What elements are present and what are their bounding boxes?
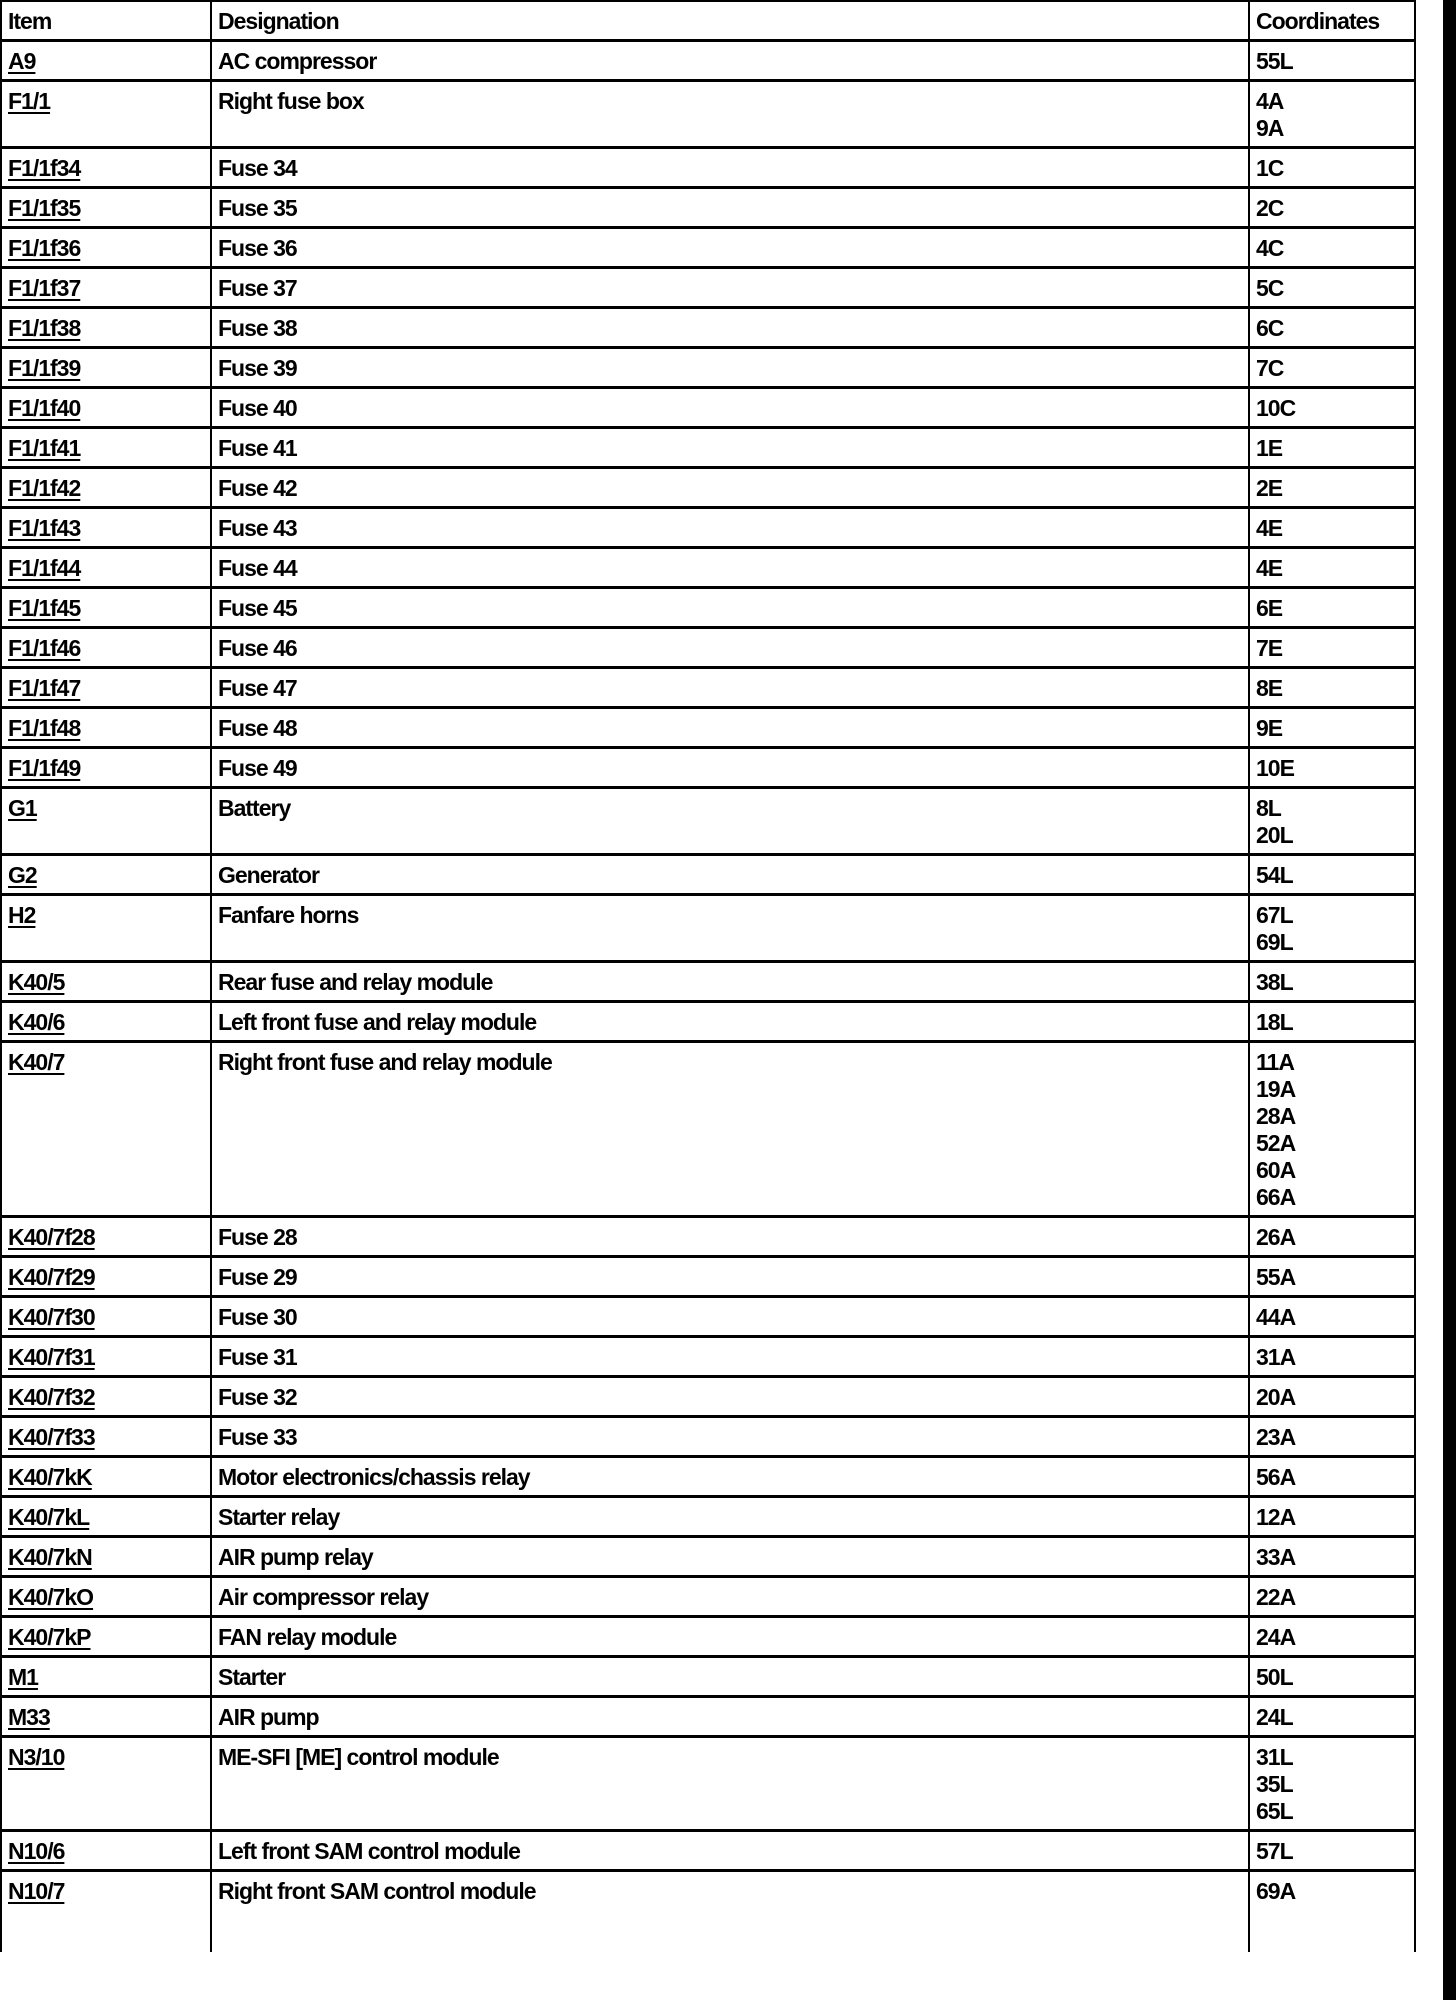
- item-link[interactable]: G2: [8, 862, 37, 888]
- coordinate-value: 11A: [1256, 1049, 1294, 1075]
- item-cell: [1, 668, 211, 708]
- table-row: [1, 348, 1415, 388]
- coordinates-cell: [1249, 268, 1415, 308]
- designation-cell: Starter relay: [211, 1497, 1249, 1537]
- table-row: [1, 588, 1415, 628]
- header-designation: Designation: [211, 1, 1249, 41]
- item-cell: [1, 1697, 211, 1737]
- designation-cell: Rear fuse and relay module: [211, 962, 1249, 1002]
- coordinate-value: 69A: [1256, 1878, 1296, 1904]
- designation-cell: Left front fuse and relay module: [211, 1002, 1249, 1042]
- item-link[interactable]: F1/1f38: [8, 315, 81, 341]
- item-link[interactable]: M33: [8, 1704, 50, 1730]
- designation-cell: Fuse 41: [211, 428, 1249, 468]
- item-link[interactable]: F1/1f49: [8, 755, 81, 781]
- item-cell: [1, 588, 211, 628]
- coordinate-value: 50L: [1256, 1664, 1293, 1690]
- designation-cell: Fuse 32: [211, 1377, 1249, 1417]
- item-link[interactable]: F1/1f40: [8, 395, 81, 421]
- coordinate-value: 18L: [1256, 1009, 1293, 1035]
- table-row: [1, 628, 1415, 668]
- item-cell: [1, 1537, 211, 1577]
- coordinate-value: 31L: [1256, 1744, 1293, 1770]
- coordinates-cell: [1249, 1417, 1415, 1457]
- table-row: [1, 1657, 1415, 1697]
- coordinate-value: 12A: [1256, 1504, 1296, 1530]
- item-link[interactable]: F1/1f35: [8, 195, 81, 221]
- coordinate-value: 7E: [1256, 635, 1283, 661]
- table-row: [1, 1217, 1415, 1257]
- coordinate-value: 1E: [1256, 435, 1283, 461]
- item-link[interactable]: K40/7f28: [8, 1224, 95, 1250]
- coordinates-cell: [1249, 668, 1415, 708]
- item-cell: [1, 1831, 211, 1871]
- designation-cell: Right front fuse and relay module: [211, 1042, 1249, 1217]
- item-cell: [1, 855, 211, 895]
- coordinate-value: 9A: [1256, 115, 1284, 141]
- coordinate-value: 2C: [1256, 195, 1284, 221]
- coordinate-value: 2E: [1256, 475, 1283, 501]
- table-row: [1, 1871, 1415, 1953]
- coordinates-cell: [1249, 148, 1415, 188]
- table-row: [1, 81, 1415, 148]
- table-row: [1, 788, 1415, 855]
- item-link[interactable]: F1/1f42: [8, 475, 81, 501]
- designation-cell: Fuse 37: [211, 268, 1249, 308]
- designation-cell: Fuse 46: [211, 628, 1249, 668]
- coordinate-value: 55L: [1256, 48, 1293, 74]
- coordinates-cell: [1249, 1257, 1415, 1297]
- designation-cell: Fuse 31: [211, 1337, 1249, 1377]
- table-row: [1, 428, 1415, 468]
- table-row: [1, 895, 1415, 962]
- designation-cell: Fanfare horns: [211, 895, 1249, 962]
- designation-cell: Right fuse box: [211, 81, 1249, 148]
- item-link[interactable]: K40/7kO: [8, 1584, 94, 1610]
- coordinate-value: 4E: [1256, 515, 1283, 541]
- item-link[interactable]: F1/1f45: [8, 595, 81, 621]
- table-row: [1, 148, 1415, 188]
- coordinates-cell: [1249, 1737, 1415, 1831]
- designation-cell: Fuse 49: [211, 748, 1249, 788]
- header-item: Item: [1, 1, 211, 41]
- item-cell: [1, 388, 211, 428]
- coordinates-cell: [1249, 588, 1415, 628]
- coordinates-cell: [1249, 1002, 1415, 1042]
- designation-cell: Battery: [211, 788, 1249, 855]
- item-cell: [1, 1417, 211, 1457]
- item-cell: [1, 81, 211, 148]
- designation-cell: ME-SFI [ME] control module: [211, 1737, 1249, 1831]
- coordinates-cell: [1249, 1697, 1415, 1737]
- item-cell: [1, 548, 211, 588]
- table-row: [1, 1042, 1415, 1217]
- designation-cell: Fuse 40: [211, 388, 1249, 428]
- coordinate-value: 52A: [1256, 1130, 1296, 1156]
- item-cell: [1, 708, 211, 748]
- table-row: [1, 1831, 1415, 1871]
- item-link[interactable]: K40/7kK: [8, 1464, 92, 1490]
- coordinates-cell: [1249, 962, 1415, 1002]
- item-cell: [1, 228, 211, 268]
- item-cell: [1, 508, 211, 548]
- item-link[interactable]: N3/10: [8, 1744, 65, 1770]
- designation-cell: Fuse 28: [211, 1217, 1249, 1257]
- coordinates-cell: [1249, 1337, 1415, 1377]
- table-row: [1, 1577, 1415, 1617]
- designation-cell: Fuse 38: [211, 308, 1249, 348]
- coordinates-cell: [1249, 348, 1415, 388]
- table-row: [1, 1002, 1415, 1042]
- coordinate-value: 60A: [1256, 1157, 1296, 1183]
- table-row: [1, 1337, 1415, 1377]
- designation-cell: AC compressor: [211, 41, 1249, 81]
- item-link[interactable]: K40/7f33: [8, 1424, 95, 1450]
- item-link[interactable]: K40/5: [8, 969, 65, 995]
- item-link[interactable]: K40/7f29: [8, 1264, 95, 1290]
- item-link[interactable]: G1: [8, 795, 37, 821]
- coordinate-value: 65L: [1256, 1798, 1293, 1824]
- item-link[interactable]: F1/1f46: [8, 635, 81, 661]
- coordinate-value: 31A: [1256, 1344, 1296, 1370]
- coordinate-value: 1C: [1256, 155, 1284, 181]
- table-row: [1, 1537, 1415, 1577]
- item-cell: [1, 468, 211, 508]
- item-cell: [1, 1257, 211, 1297]
- item-cell: [1, 1657, 211, 1697]
- coordinates-cell: [1249, 228, 1415, 268]
- item-cell: [1, 1737, 211, 1831]
- coordinates-cell: [1249, 308, 1415, 348]
- table-row: [1, 855, 1415, 895]
- coordinates-cell: [1249, 788, 1415, 855]
- coordinate-value: 20L: [1256, 822, 1293, 848]
- coordinate-value: 23A: [1256, 1424, 1296, 1450]
- coordinate-value: 8E: [1256, 675, 1283, 701]
- item-cell: [1, 1002, 211, 1042]
- header-coordinates: Coordinates: [1249, 1, 1415, 41]
- table-row: [1, 188, 1415, 228]
- coordinates-cell: [1249, 81, 1415, 148]
- item-link[interactable]: K40/7kL: [8, 1504, 90, 1530]
- item-link[interactable]: N10/7: [8, 1878, 65, 1904]
- coordinates-cell: [1249, 428, 1415, 468]
- coordinate-value: 66A: [1256, 1184, 1296, 1210]
- item-cell: [1, 348, 211, 388]
- item-cell: [1, 1577, 211, 1617]
- item-cell: [1, 1497, 211, 1537]
- coordinates-cell: [1249, 1537, 1415, 1577]
- table-row: [1, 548, 1415, 588]
- item-cell: [1, 1377, 211, 1417]
- table-row: [1, 1297, 1415, 1337]
- designation-cell: Fuse 47: [211, 668, 1249, 708]
- item-link[interactable]: H2: [8, 902, 36, 928]
- table-row: [1, 708, 1415, 748]
- coordinate-value: 24L: [1256, 1704, 1293, 1730]
- coordinate-value: 9E: [1256, 715, 1283, 741]
- designation-cell: Starter: [211, 1657, 1249, 1697]
- designation-cell: Fuse 45: [211, 588, 1249, 628]
- designation-cell: AIR pump: [211, 1697, 1249, 1737]
- item-link[interactable]: F1/1: [8, 88, 51, 114]
- table-row: [1, 308, 1415, 348]
- item-cell: [1, 1871, 211, 1953]
- item-link[interactable]: F1/1f39: [8, 355, 81, 381]
- coordinate-value: 38L: [1256, 969, 1293, 995]
- designation-cell: Fuse 34: [211, 148, 1249, 188]
- item-cell: [1, 308, 211, 348]
- designation-cell: Fuse 44: [211, 548, 1249, 588]
- item-cell: [1, 148, 211, 188]
- table-row: [1, 468, 1415, 508]
- table-row: [1, 1417, 1415, 1457]
- coordinate-value: 10E: [1256, 755, 1294, 781]
- coordinates-cell: [1249, 1831, 1415, 1871]
- coordinates-cell: [1249, 708, 1415, 748]
- designation-cell: Right front SAM control module: [211, 1871, 1249, 1953]
- item-cell: [1, 41, 211, 81]
- coordinate-value: 6E: [1256, 595, 1283, 621]
- coordinate-value: 4E: [1256, 555, 1283, 581]
- item-cell: [1, 268, 211, 308]
- coordinates-cell: [1249, 1871, 1415, 1953]
- table-row: [1, 1617, 1415, 1657]
- designation-cell: Fuse 36: [211, 228, 1249, 268]
- item-link[interactable]: F1/1f34: [8, 155, 81, 181]
- item-link[interactable]: K40/7: [8, 1049, 65, 1075]
- coordinates-cell: [1249, 1497, 1415, 1537]
- coordinate-value: 35L: [1256, 1771, 1293, 1797]
- coordinates-cell: [1249, 628, 1415, 668]
- table-row: [1, 1457, 1415, 1497]
- designation-cell: Fuse 48: [211, 708, 1249, 748]
- coordinate-value: 7C: [1256, 355, 1284, 381]
- item-link[interactable]: F1/1f37: [8, 275, 81, 301]
- coordinate-value: 24A: [1256, 1624, 1296, 1650]
- coordinate-value: 22A: [1256, 1584, 1296, 1610]
- coordinates-cell: [1249, 1217, 1415, 1257]
- table-row: [1, 1497, 1415, 1537]
- page-edge-strip: [1443, 0, 1456, 2000]
- item-cell: [1, 1617, 211, 1657]
- table-row: [1, 1697, 1415, 1737]
- coordinates-cell: [1249, 1657, 1415, 1697]
- table-body: [1, 41, 1415, 1953]
- item-cell: [1, 962, 211, 1002]
- item-link[interactable]: K40/6: [8, 1009, 65, 1035]
- item-cell: [1, 1042, 211, 1217]
- coordinate-value: 67L: [1256, 902, 1293, 928]
- item-cell: [1, 188, 211, 228]
- coordinate-value: 28A: [1256, 1103, 1296, 1129]
- item-link[interactable]: K40/7f30: [8, 1304, 95, 1330]
- table-row: [1, 388, 1415, 428]
- table-header: [1, 1, 1415, 41]
- coordinate-value: 4A: [1256, 88, 1284, 114]
- coordinates-cell: [1249, 1577, 1415, 1617]
- coordinates-cell: [1249, 508, 1415, 548]
- coordinate-value: 33A: [1256, 1544, 1296, 1570]
- designation-cell: Fuse 39: [211, 348, 1249, 388]
- coordinates-cell: [1249, 1297, 1415, 1337]
- item-link[interactable]: K40/7f32: [8, 1384, 95, 1410]
- designation-cell: Fuse 35: [211, 188, 1249, 228]
- table-row: [1, 268, 1415, 308]
- item-cell: [1, 428, 211, 468]
- coordinate-value: 19A: [1256, 1076, 1296, 1102]
- designation-cell: Left front SAM control module: [211, 1831, 1249, 1871]
- coordinates-cell: [1249, 548, 1415, 588]
- designation-cell: Generator: [211, 855, 1249, 895]
- item-cell: [1, 1457, 211, 1497]
- item-cell: [1, 748, 211, 788]
- table-row: [1, 962, 1415, 1002]
- coordinate-value: 26A: [1256, 1224, 1296, 1250]
- table-row: [1, 1257, 1415, 1297]
- coordinate-value: 4C: [1256, 235, 1284, 261]
- coordinates-cell: [1249, 1377, 1415, 1417]
- item-link[interactable]: F1/1f36: [8, 235, 81, 261]
- item-link[interactable]: F1/1f47: [8, 675, 81, 701]
- item-cell: [1, 628, 211, 668]
- designation-cell: Fuse 30: [211, 1297, 1249, 1337]
- designation-cell: FAN relay module: [211, 1617, 1249, 1657]
- table-row: [1, 228, 1415, 268]
- coordinate-value: 8L: [1256, 795, 1281, 821]
- coordinate-value: 54L: [1256, 862, 1293, 888]
- coordinate-value: 55A: [1256, 1264, 1296, 1290]
- coordinates-cell: [1249, 855, 1415, 895]
- coordinates-cell: [1249, 388, 1415, 428]
- table-row: [1, 748, 1415, 788]
- item-link[interactable]: N10/6: [8, 1838, 65, 1864]
- coordinates-cell: [1249, 188, 1415, 228]
- coordinate-value: 10C: [1256, 395, 1296, 421]
- designation-cell: Motor electronics/chassis relay: [211, 1457, 1249, 1497]
- coordinates-cell: [1249, 1617, 1415, 1657]
- coordinates-cell: [1249, 1457, 1415, 1497]
- item-cell: [1, 1337, 211, 1377]
- coordinates-cell: [1249, 1042, 1415, 1217]
- coordinates-cell: [1249, 41, 1415, 81]
- table-row: [1, 508, 1415, 548]
- coordinates-cell: [1249, 895, 1415, 962]
- coordinate-value: 57L: [1256, 1838, 1293, 1864]
- coordinates-cell: [1249, 468, 1415, 508]
- table-row: [1, 41, 1415, 81]
- header-row: [1, 1, 1415, 41]
- item-link[interactable]: K40/7kN: [8, 1544, 92, 1570]
- table-row: [1, 668, 1415, 708]
- coordinates-cell: [1249, 748, 1415, 788]
- designation-cell: Fuse 42: [211, 468, 1249, 508]
- designation-cell: Air compressor relay: [211, 1577, 1249, 1617]
- table-row: [1, 1737, 1415, 1831]
- item-link[interactable]: F1/1f44: [8, 555, 81, 581]
- item-link[interactable]: K40/7kP: [8, 1624, 91, 1650]
- coordinate-value: 5C: [1256, 275, 1284, 301]
- designation-cell: Fuse 33: [211, 1417, 1249, 1457]
- item-link[interactable]: F1/1f48: [8, 715, 81, 741]
- item-link[interactable]: F1/1f41: [8, 435, 81, 461]
- table-row: [1, 1377, 1415, 1417]
- item-cell: [1, 1297, 211, 1337]
- coordinate-value: 44A: [1256, 1304, 1296, 1330]
- coordinate-value: 20A: [1256, 1384, 1296, 1410]
- designation-cell: Fuse 43: [211, 508, 1249, 548]
- item-cell: [1, 788, 211, 855]
- item-link[interactable]: M1: [8, 1664, 38, 1690]
- coordinate-value: 56A: [1256, 1464, 1296, 1490]
- item-link[interactable]: K40/7f31: [8, 1344, 95, 1370]
- item-link[interactable]: A9: [8, 48, 36, 74]
- coordinate-value: 69L: [1256, 929, 1293, 955]
- coordinate-value: 6C: [1256, 315, 1284, 341]
- item-cell: [1, 895, 211, 962]
- designation-cell: Fuse 29: [211, 1257, 1249, 1297]
- designation-cell: AIR pump relay: [211, 1537, 1249, 1577]
- item-link[interactable]: F1/1f43: [8, 515, 81, 541]
- item-cell: [1, 1217, 211, 1257]
